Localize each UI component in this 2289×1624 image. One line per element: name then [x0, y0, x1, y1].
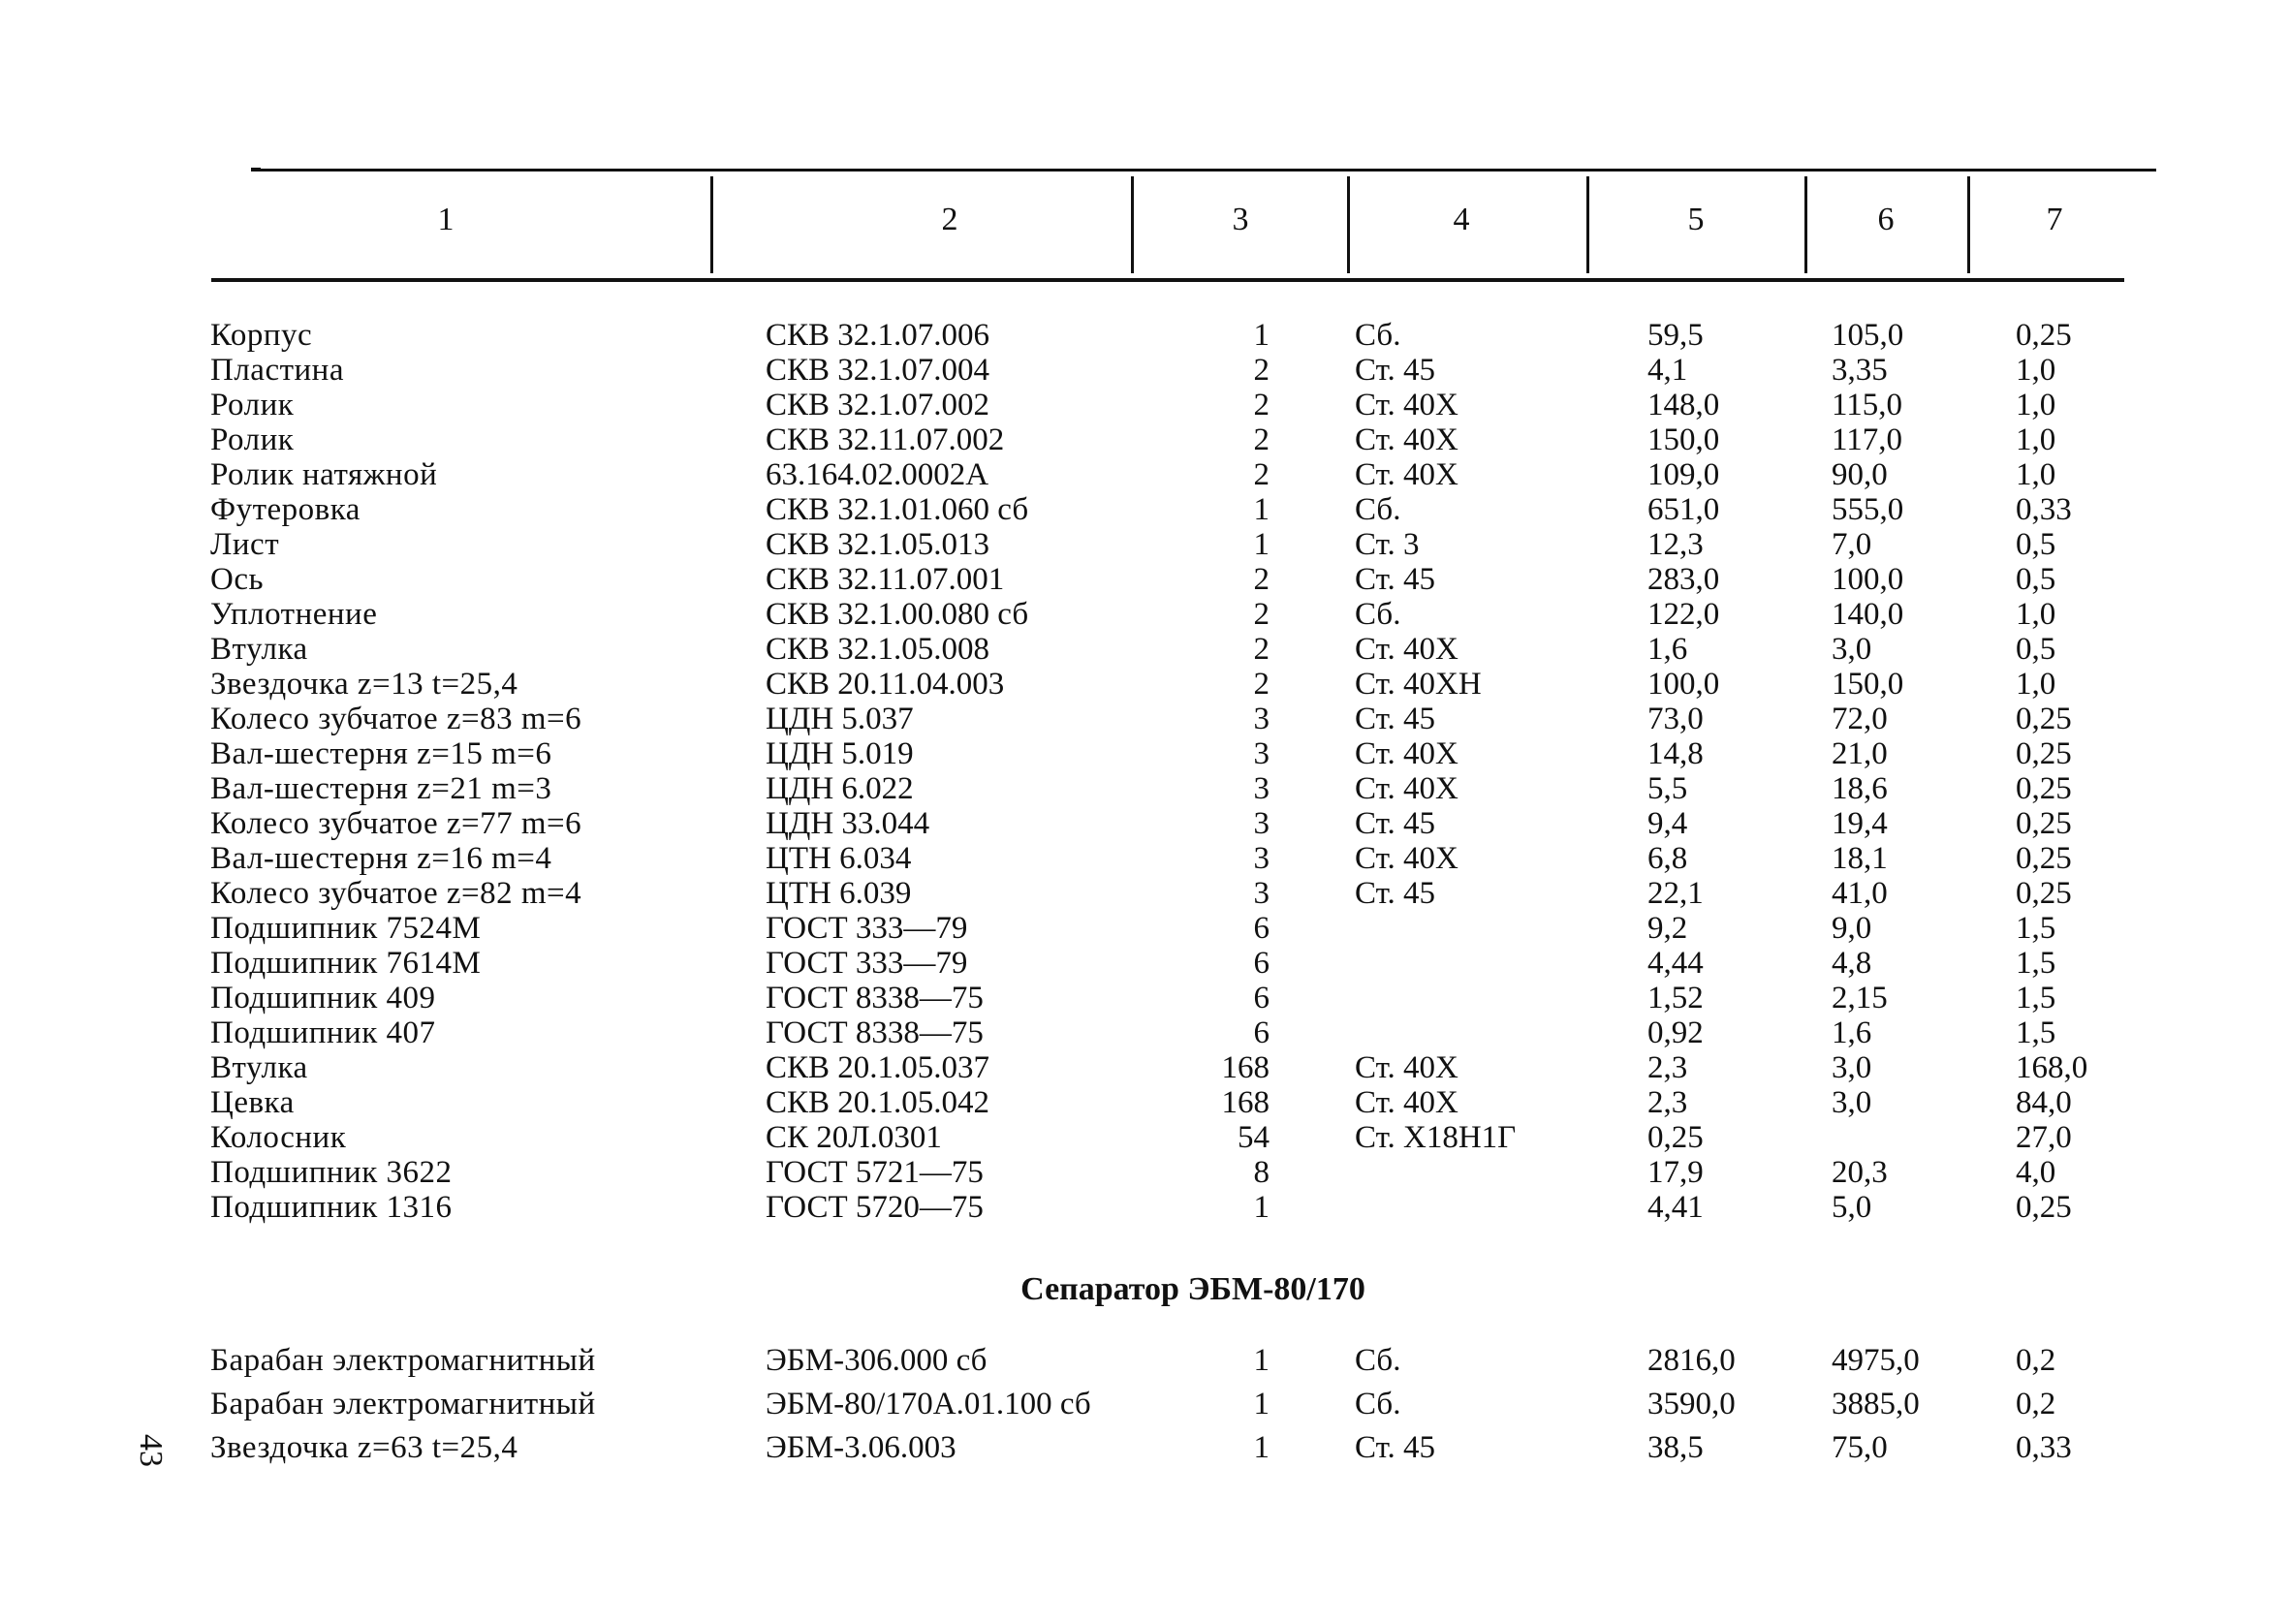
table-cell-col-6: 5,0 [1832, 1190, 1872, 1225]
table-cell-col-2: ГОСТ 333—79 [766, 911, 968, 946]
table-row [0, 946, 2289, 981]
table-cell-col-3: 2 [1253, 422, 1270, 457]
table-cell-col-7: 1,5 [2016, 911, 2056, 946]
table-cell-col-1: Втулка [210, 1050, 308, 1085]
table-cell-col-7: 0,25 [2016, 876, 2072, 911]
table-cell-col-6: 1,6 [1832, 1015, 1872, 1050]
table-cell-col-3: 2 [1253, 457, 1270, 492]
table-cell-col-4: Ст. 45 [1355, 353, 1436, 388]
table-cell-col-6: 4,8 [1832, 946, 1872, 981]
table-top-rule [257, 169, 2156, 172]
table-cell-col-3: 1 [1253, 1387, 1270, 1421]
table-cell-col-5: 283,0 [1647, 562, 1720, 597]
table-row [0, 771, 2289, 806]
table-cell-col-4: Ст. 40Х [1355, 1085, 1458, 1120]
table-header-rule [211, 278, 2124, 282]
table-cell-col-4: Ст. 40Х [1355, 457, 1458, 492]
table-row [0, 702, 2289, 736]
table-cell-col-5: 5,5 [1647, 771, 1688, 806]
table-cell-col-1: Лист [210, 527, 280, 562]
table-cell-col-7: 0,25 [2016, 736, 2072, 771]
table-cell-col-6: 3,0 [1832, 1085, 1872, 1120]
table-cell-col-2: ГОСТ 5720—75 [766, 1190, 984, 1225]
table-cell-col-2: ЦТН 6.034 [766, 841, 912, 876]
table-row [0, 876, 2289, 911]
table-cell-col-1: Колесо зубчатое z=77 m=6 [210, 806, 582, 841]
table-cell-col-3: 2 [1253, 667, 1270, 702]
table-cell-col-7: 0,5 [2016, 527, 2056, 562]
table-cell-col-5: 14,8 [1647, 736, 1704, 771]
header-divider-6 [1967, 176, 1970, 273]
table-cell-col-4: Ст. 3 [1355, 527, 1420, 562]
table-cell-col-7: 1,0 [2016, 388, 2056, 422]
table-cell-col-4: Ст. 45 [1355, 806, 1436, 841]
table-cell-col-3: 168 [1221, 1050, 1270, 1085]
table-cell-col-7: 0,25 [2016, 702, 2072, 736]
table-cell-col-1: Футеровка [210, 492, 361, 527]
table-cell-col-7: 0,25 [2016, 1190, 2072, 1225]
table-cell-col-5: 59,5 [1647, 318, 1704, 353]
table-cell-col-4: Ст. 40Х [1355, 1050, 1458, 1085]
table-cell-col-7: 0,2 [2016, 1343, 2056, 1378]
table-cell-col-2: СКВ 32.1.00.080 сб [766, 597, 1029, 632]
table-cell-col-5: 122,0 [1647, 597, 1720, 632]
header-divider-4 [1586, 176, 1589, 273]
table-cell-col-3: 6 [1253, 981, 1270, 1015]
table-cell-col-7: 0,25 [2016, 771, 2072, 806]
table-row [0, 632, 2289, 667]
table-cell-col-2: СКВ 20.1.05.042 [766, 1085, 990, 1120]
table-cell-col-1: Подшипник 409 [210, 981, 436, 1015]
table-cell-col-2: ЦДН 5.019 [766, 736, 914, 771]
table-row [0, 353, 2289, 388]
table-cell-col-2: ЭБМ-80/170А.01.100 сб [766, 1387, 1091, 1421]
table-cell-col-1: Уплотнение [210, 597, 378, 632]
table-row [0, 1430, 2289, 1465]
table-cell-col-7: 1,0 [2016, 667, 2056, 702]
table-cell-col-5: 1,6 [1647, 632, 1688, 667]
table-cell-col-5: 17,9 [1647, 1155, 1704, 1190]
table-cell-col-2: СКВ 20.11.04.003 [766, 667, 1005, 702]
table-cell-col-4: Сб. [1355, 492, 1401, 527]
header-divider-5 [1804, 176, 1807, 273]
table-cell-col-6: 150,0 [1832, 667, 1904, 702]
table-cell-col-4: Сб. [1355, 597, 1401, 632]
table-cell-col-4: Ст. 40Х [1355, 771, 1458, 806]
table-cell-col-6: 72,0 [1832, 702, 1888, 736]
table-cell-col-4: Сб. [1355, 1343, 1401, 1378]
table-cell-col-2: ЭБМ-306.000 сб [766, 1343, 988, 1378]
table-cell-col-2: ГОСТ 8338—75 [766, 1015, 984, 1050]
header-divider-2 [1131, 176, 1134, 273]
table-cell-col-4: Ст. 45 [1355, 562, 1436, 597]
table-row [0, 1050, 2289, 1085]
table-cell-col-2: СКВ 32.1.01.060 сб [766, 492, 1029, 527]
table-cell-col-1: Пластина [210, 353, 344, 388]
table-cell-col-7: 27,0 [2016, 1120, 2072, 1155]
table-cell-col-4: Ст. 45 [1355, 702, 1436, 736]
table-cell-col-5: 12,3 [1647, 527, 1704, 562]
table-cell-col-6: 4975,0 [1832, 1343, 1920, 1378]
table-cell-col-7: 0,5 [2016, 632, 2056, 667]
table-cell-col-2: ЦДН 5.037 [766, 702, 914, 736]
table-cell-col-2: СКВ 32.1.07.006 [766, 318, 990, 353]
table-row [0, 1015, 2289, 1050]
table-cell-col-5: 651,0 [1647, 492, 1720, 527]
table-cell-col-6: 41,0 [1832, 876, 1888, 911]
table-cell-col-7: 1,0 [2016, 457, 2056, 492]
table-cell-col-5: 22,1 [1647, 876, 1704, 911]
column-header-7: 7 [2046, 202, 2063, 237]
table-cell-col-6: 555,0 [1832, 492, 1904, 527]
table-cell-col-2: СКВ 32.1.05.008 [766, 632, 990, 667]
table-cell-col-5: 2816,0 [1647, 1343, 1736, 1378]
column-header-3: 3 [1232, 202, 1249, 237]
table-row [0, 1190, 2289, 1225]
table-row [0, 981, 2289, 1015]
table-cell-col-1: Подшипник 7614М [210, 946, 482, 981]
table-cell-col-3: 1 [1253, 1430, 1270, 1465]
table-cell-col-4: Ст. 45 [1355, 1430, 1436, 1465]
table-cell-col-1: Ролик натяжной [210, 457, 438, 492]
table-cell-col-6: 75,0 [1832, 1430, 1888, 1465]
table-cell-col-5: 4,44 [1647, 946, 1704, 981]
table-cell-col-2: СКВ 32.1.05.013 [766, 527, 990, 562]
table-row [0, 1155, 2289, 1190]
table-cell-col-6: 117,0 [1832, 422, 1903, 457]
table-cell-col-5: 148,0 [1647, 388, 1720, 422]
table-row [0, 667, 2289, 702]
table-cell-col-6: 7,0 [1832, 527, 1872, 562]
table-cell-col-2: ЦДН 33.044 [766, 806, 930, 841]
table-cell-col-5: 38,5 [1647, 1430, 1704, 1465]
table-cell-col-7: 1,5 [2016, 981, 2056, 1015]
table-cell-col-6: 140,0 [1832, 597, 1904, 632]
table-cell-col-6: 3,35 [1832, 353, 1888, 388]
table-cell-col-4: Ст. 40Х [1355, 388, 1458, 422]
table-cell-col-2: СКВ 20.1.05.037 [766, 1050, 990, 1085]
table-cell-col-1: Корпус [210, 318, 313, 353]
section-title: Сепаратор ЭБМ-80/170 [1020, 1271, 1365, 1307]
table-cell-col-3: 6 [1253, 1015, 1270, 1050]
table-cell-col-1: Ролик [210, 422, 295, 457]
table-cell-col-2: ЦТН 6.039 [766, 876, 912, 911]
table-cell-col-7: 0,5 [2016, 562, 2056, 597]
table-cell-col-4: Ст. 40Х [1355, 422, 1458, 457]
table-cell-col-3: 8 [1253, 1155, 1270, 1190]
table-cell-col-6: 90,0 [1832, 457, 1888, 492]
table-cell-col-2: ГОСТ 5721—75 [766, 1155, 984, 1190]
table-cell-col-7: 0,25 [2016, 806, 2072, 841]
table-cell-col-3: 54 [1238, 1120, 1270, 1155]
table-cell-col-6: 21,0 [1832, 736, 1888, 771]
table-row [0, 422, 2289, 457]
table-cell-col-4: Ст. 40Х [1355, 841, 1458, 876]
table-cell-col-1: Подшипник 407 [210, 1015, 436, 1050]
column-header-4: 4 [1453, 202, 1470, 237]
table-cell-col-2: СКВ 32.11.07.002 [766, 422, 1005, 457]
table-cell-col-5: 1,52 [1647, 981, 1704, 1015]
column-header-2: 2 [941, 202, 958, 237]
table-cell-col-1: Подшипник 3622 [210, 1155, 453, 1190]
table-cell-col-6: 19,4 [1832, 806, 1888, 841]
table-cell-col-1: Барабан электромагнитный [210, 1387, 596, 1421]
table-cell-col-5: 2,3 [1647, 1085, 1688, 1120]
table-cell-col-5: 150,0 [1647, 422, 1720, 457]
header-divider-3 [1347, 176, 1350, 273]
table-cell-col-3: 6 [1253, 946, 1270, 981]
table-cell-col-2: ЦДН 6.022 [766, 771, 914, 806]
table-cell-col-3: 2 [1253, 353, 1270, 388]
page-number: 43 [133, 1434, 169, 1467]
table-cell-col-2: СК 20Л.0301 [766, 1120, 942, 1155]
table-cell-col-2: СКВ 32.1.07.002 [766, 388, 990, 422]
table-cell-col-4: Сб. [1355, 1387, 1401, 1421]
table-cell-col-6: 18,6 [1832, 771, 1888, 806]
table-cell-col-3: 1 [1253, 492, 1270, 527]
table-cell-col-3: 1 [1253, 527, 1270, 562]
table-cell-col-7: 1,5 [2016, 1015, 2056, 1050]
table-cell-col-1: Барабан электромагнитный [210, 1343, 596, 1378]
table-cell-col-2: СКВ 32.1.07.004 [766, 353, 990, 388]
table-cell-col-3: 3 [1253, 736, 1270, 771]
table-cell-col-1: Звездочка z=13 t=25,4 [210, 667, 518, 702]
table-cell-col-6: 9,0 [1832, 911, 1872, 946]
table-cell-col-4: Ст. 40Х [1355, 632, 1458, 667]
table-cell-col-5: 109,0 [1647, 457, 1720, 492]
table-cell-col-3: 2 [1253, 632, 1270, 667]
table-cell-col-2: 63.164.02.0002А [766, 457, 989, 492]
table-cell-col-7: 4,0 [2016, 1155, 2056, 1190]
table-cell-col-1: Ролик [210, 388, 295, 422]
table-row [0, 527, 2289, 562]
table-cell-col-3: 3 [1253, 841, 1270, 876]
table-cell-col-4: Ст. 40ХН [1355, 667, 1482, 702]
header-divider-1 [710, 176, 713, 273]
table-cell-col-7: 1,0 [2016, 353, 2056, 388]
table-cell-col-1: Подшипник 1316 [210, 1190, 453, 1225]
table-cell-col-5: 4,41 [1647, 1190, 1704, 1225]
table-cell-col-3: 3 [1253, 806, 1270, 841]
table-row [0, 1387, 2289, 1421]
table-row [0, 806, 2289, 841]
table-cell-col-7: 1,0 [2016, 597, 2056, 632]
table-cell-col-7: 168,0 [2016, 1050, 2088, 1085]
table-row [0, 736, 2289, 771]
column-header-5: 5 [1687, 202, 1705, 237]
table-cell-col-6: 18,1 [1832, 841, 1888, 876]
table-cell-col-7: 0,25 [2016, 841, 2072, 876]
table-cell-col-3: 3 [1253, 876, 1270, 911]
table-row [0, 562, 2289, 597]
table-cell-col-5: 9,4 [1647, 806, 1688, 841]
table-cell-col-1: Звездочка z=63 t=25,4 [210, 1430, 518, 1465]
table-cell-col-7: 0,33 [2016, 492, 2072, 527]
column-header-1: 1 [437, 202, 455, 237]
table-cell-col-1: Подшипник 7524М [210, 911, 482, 946]
table-cell-col-3: 2 [1253, 388, 1270, 422]
table-cell-col-6: 20,3 [1832, 1155, 1888, 1190]
table-cell-col-7: 1,0 [2016, 422, 2056, 457]
table-cell-col-3: 6 [1253, 911, 1270, 946]
table-cell-col-3: 3 [1253, 702, 1270, 736]
table-cell-col-5: 4,1 [1647, 353, 1688, 388]
table-cell-col-4: Ст. 45 [1355, 876, 1436, 911]
table-cell-col-7: 0,33 [2016, 1430, 2072, 1465]
table-cell-col-1: Вал-шестерня z=21 m=3 [210, 771, 552, 806]
table-row [0, 1085, 2289, 1120]
table-cell-col-2: ГОСТ 8338—75 [766, 981, 984, 1015]
table-cell-col-3: 1 [1253, 1343, 1270, 1378]
table-cell-col-5: 9,2 [1647, 911, 1688, 946]
table-cell-col-5: 6,8 [1647, 841, 1688, 876]
table-cell-col-3: 2 [1253, 597, 1270, 632]
table-cell-col-1: Колосник [210, 1120, 347, 1155]
table-cell-col-4: Ст. 40Х [1355, 736, 1458, 771]
table-cell-col-5: 100,0 [1647, 667, 1720, 702]
table-row [0, 597, 2289, 632]
table-cell-col-2: СКВ 32.11.07.001 [766, 562, 1005, 597]
table-cell-col-5: 0,92 [1647, 1015, 1704, 1050]
table-cell-col-6: 115,0 [1832, 388, 1903, 422]
table-cell-col-1: Колесо зубчатое z=82 m=4 [210, 876, 582, 911]
table-cell-col-7: 84,0 [2016, 1085, 2072, 1120]
table-cell-col-6: 2,15 [1832, 981, 1888, 1015]
table-row [0, 911, 2289, 946]
table-cell-col-6: 3,0 [1832, 632, 1872, 667]
table-row [0, 457, 2289, 492]
table-cell-col-7: 0,25 [2016, 318, 2072, 353]
table-cell-col-1: Ось [210, 562, 265, 597]
table-cell-col-6: 100,0 [1832, 562, 1904, 597]
table-cell-col-2: ГОСТ 333—79 [766, 946, 968, 981]
table-row [0, 1343, 2289, 1378]
table-cell-col-7: 1,5 [2016, 946, 2056, 981]
table-row [0, 841, 2289, 876]
table-cell-col-5: 3590,0 [1647, 1387, 1736, 1421]
table-cell-col-1: Колесо зубчатое z=83 m=6 [210, 702, 582, 736]
column-header-6: 6 [1877, 202, 1895, 237]
table-cell-col-3: 1 [1253, 1190, 1270, 1225]
table-cell-col-6: 3,0 [1832, 1050, 1872, 1085]
table-cell-col-5: 2,3 [1647, 1050, 1688, 1085]
table-cell-col-3: 1 [1253, 318, 1270, 353]
table-row [0, 492, 2289, 527]
table-row [0, 388, 2289, 422]
table-cell-col-1: Вал-шестерня z=15 m=6 [210, 736, 552, 771]
table-row [0, 318, 2289, 353]
table-cell-col-1: Цевка [210, 1085, 295, 1120]
table-cell-col-5: 0,25 [1647, 1120, 1704, 1155]
table-cell-col-5: 73,0 [1647, 702, 1704, 736]
table-cell-col-4: Сб. [1355, 318, 1401, 353]
table-cell-col-6: 3885,0 [1832, 1387, 1920, 1421]
table-cell-col-6: 105,0 [1832, 318, 1904, 353]
table-cell-col-4: Ст. Х18Н1Г [1355, 1120, 1517, 1155]
table-cell-col-3: 2 [1253, 562, 1270, 597]
table-cell-col-3: 3 [1253, 771, 1270, 806]
table-cell-col-2: ЭБМ-3.06.003 [766, 1430, 956, 1465]
table-cell-col-7: 0,2 [2016, 1387, 2056, 1421]
table-cell-col-1: Вал-шестерня z=16 m=4 [210, 841, 552, 876]
table-cell-col-1: Втулка [210, 632, 308, 667]
table-cell-col-3: 168 [1221, 1085, 1270, 1120]
table-row [0, 1120, 2289, 1155]
